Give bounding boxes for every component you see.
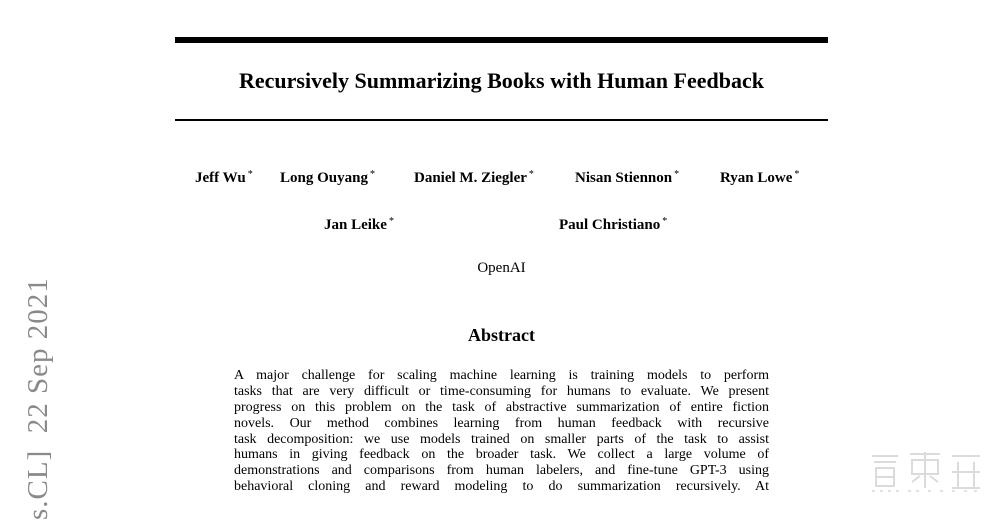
author: [575, 166, 679, 187]
abstract-line: demonstrations and comparisons from human labelers, and fine-tune GPT-3 using: [234, 463, 769, 479]
abstract-line: A major challenge for scaling machine learning is training models to perform: [234, 368, 769, 383]
author: [280, 166, 375, 187]
author-name: Jeff Wu: [195, 170, 246, 186]
author-name: Jan Leike: [324, 217, 387, 233]
author: [414, 166, 534, 187]
abstract-line: behavioral cloning and reward modeling to do summarization recursively. At: [234, 479, 769, 495]
author-name: Long Ouyang: [280, 170, 368, 186]
abstract-line: humans in giving feedback on the broader task. We collect a large volume of: [234, 447, 769, 463]
site-logo-watermark-icon: [868, 448, 984, 494]
abstract-line: novels. Our method combines learning from human feedback with recursive: [234, 415, 769, 431]
author-mark: *: [388, 216, 394, 227]
affiliation: OpenAI: [477, 260, 526, 276]
abstract-line: tasks that are very difficult or time-consuming for humans to evaluate. We present: [234, 383, 769, 399]
author-name: Paul Christiano: [559, 217, 661, 233]
author-mark: *: [674, 169, 680, 180]
abstract-line: progress on this problem on the task of abstractive summarization of entire fiction: [234, 399, 769, 415]
author-mark: *: [794, 169, 800, 180]
title-top-rule: [175, 37, 828, 43]
author-name: Nisan Stiennon: [575, 170, 673, 186]
abstract-heading: Abstract: [468, 325, 535, 345]
arxiv-side-stamp: s.CL] 22 Sep 2021: [22, 277, 54, 520]
author-mark: *: [662, 216, 668, 227]
author-mark: *: [247, 169, 253, 180]
abstract-line: task decomposition: we use models trained on smaller parts of the task to assist: [234, 431, 769, 447]
author: [324, 213, 394, 234]
author-name: Daniel M. Ziegler: [414, 170, 527, 186]
author: [720, 166, 799, 187]
author-mark: *: [528, 169, 534, 180]
author-mark: *: [369, 169, 375, 180]
abstract-body: [234, 368, 769, 495]
author: [559, 213, 667, 234]
title-bottom-rule: [175, 119, 828, 121]
author: [195, 166, 253, 187]
paper-title: Recursively Summarizing Books with Human Feedback: [239, 68, 764, 93]
author-name: Ryan Lowe: [720, 170, 793, 186]
